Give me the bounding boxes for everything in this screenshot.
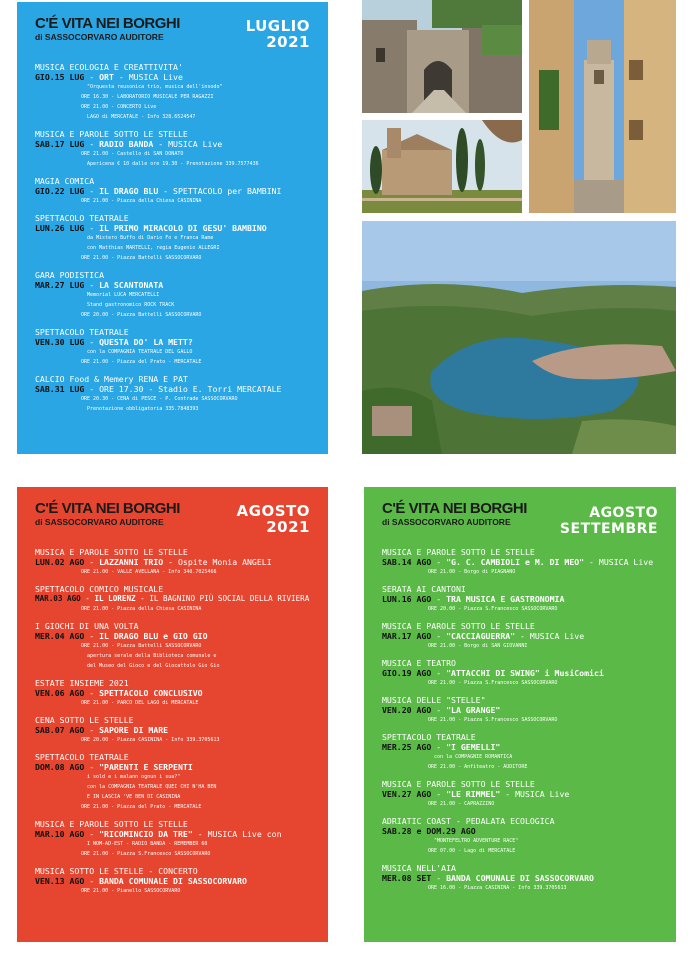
event-headline: GIO.19 AGO - "ATTACCHI DI SWING" i MusiComici — [382, 668, 604, 678]
month-year: 2021 — [266, 33, 310, 51]
event-headline: MER.25 AGO - "I GEMELLI" — [382, 742, 501, 752]
event-headline: VEN.20 AGO - "LA GRANGE" — [382, 705, 501, 715]
event-detail-line: con la COMPAGNIE ROMANTICA — [434, 754, 513, 760]
event-date: MAR.10 AGO — [35, 829, 85, 839]
event-detail-line: ORE 16.30 - LABORATORIO MUSICALE PER RAGAZZI — [81, 94, 214, 100]
event-category: MAGIA COMICA — [35, 176, 95, 186]
july-panel — [17, 2, 328, 454]
event-title: IL DRAGO BLU — [99, 186, 159, 196]
event-detail-line: ORE 21.00 - Piazza della Chiesa CASININA — [81, 606, 202, 612]
brand-title: C'É VITA NEI BORGHI — [382, 500, 527, 517]
event-detail-line: ORE 21.00 - Piazza del Prato - MERCATALE — [81, 359, 202, 365]
month-heading — [246, 18, 310, 50]
event-title: SPETTACOLO CONCLUSIVO — [99, 688, 203, 698]
event-detail-line: ORE 21.00 - Borgo di SAN GIOVANNI — [428, 643, 528, 649]
event-category: MUSICA E PAROLE SOTTO LE STELLE — [382, 547, 535, 557]
event-category: MUSICA E PAROLE SOTTO LE STELLE — [35, 819, 188, 829]
event-extra: IL BAGNINO PIÙ SOCIAL DELLA RIVIERA — [149, 594, 310, 603]
event-headline: MER.04 AGO - IL DRAGO BLU e GIO GIO — [35, 631, 208, 641]
event-item — [35, 678, 310, 708]
event-extra: MUSICA Live — [598, 557, 654, 567]
event-headline: LUN.02 AGO - LAZZANNI TRIO - Ospite Monia ANGELI — [35, 557, 272, 567]
event-detail-line: ORE 21.00 - Anfiteatro - AUDITORE — [428, 764, 528, 770]
event-date: VEN.27 AGO — [382, 789, 432, 799]
event-headline: VEN.06 AGO - SPETTACOLO CONCLUSIVO — [35, 688, 203, 698]
event-detail-line: LAGO di MERCATALE - Info 328.6524547 — [87, 114, 196, 120]
event-category: MUSICA E PAROLE SOTTO LE STELLE — [382, 621, 535, 631]
event-extra: MUSICA Live — [128, 72, 183, 82]
event-category: MUSICA DELLE "STELLE" — [382, 695, 486, 705]
event-extra: MUSICA Live — [515, 789, 570, 799]
event-detail-line: ORE 20.00 - Piazza S.Francesco SASSOCORVARO — [428, 606, 558, 612]
brand-subtitle: di SASSOCORVARO AUDITORE — [35, 517, 164, 527]
event-date: DOM.08 AGO — [35, 762, 85, 772]
event-headline: DOM.08 AGO - "PARENTI E SERPENTI — [35, 762, 193, 772]
event-detail-line: Apericena € 10 dalle ore 19.30 - Prenotazione 339.7577436 — [87, 161, 259, 167]
brand-logo — [35, 501, 180, 527]
event-category: ESTATE INSIEME 2021 — [35, 678, 129, 688]
month-year: 2021 — [266, 518, 310, 536]
event-list — [35, 62, 310, 414]
event-detail-line: del Museo del Gioco e del Giocattolo Gio Gio — [87, 663, 220, 669]
panel-header — [382, 497, 658, 541]
event-detail-line: ORE 21.00 - Pianello SASSOCORVARO — [81, 888, 181, 894]
panel-header — [35, 497, 310, 541]
event-headline: LUN.26 LUG - IL PRIMO MIRACOLO DI GESU' BAMBINO — [35, 223, 267, 233]
brand-subtitle: di SASSOCORVARO AUDITORE — [35, 32, 164, 42]
event-detail-line: ORE 21.00 - Piazza del Prato - MERCATALE — [81, 804, 202, 810]
event-title: IL LORENZ — [94, 594, 136, 603]
event-title: BANDA COMUNALE DI SASSOCORVARO — [446, 873, 594, 883]
event-headline: MAR.03 AGO - IL LORENZ - IL BAGNINO PIÙ SOCIAL DELLA RIVIERA — [35, 594, 310, 603]
event-date: VEN.20 AGO — [382, 705, 432, 715]
event-detail-line: con Matthias MARTELLI, regia Eugenio ALLEGRI — [87, 245, 220, 251]
month-year: SETTEMBRE — [559, 521, 658, 537]
event-detail-line: da Mistero Buffo di Dario Fo e Franca Rame — [87, 235, 214, 241]
event-headline — [382, 826, 658, 836]
event-category: SPETTACOLO COMICO MUSICALE — [35, 584, 164, 594]
event-date: VEN.13 AGO — [35, 876, 85, 886]
event-date: SAB.17 LUG — [35, 139, 85, 149]
event-item — [35, 715, 310, 745]
event-category: MUSICA E PAROLE SOTTO LE STELLE — [382, 779, 535, 789]
event-list — [35, 547, 310, 896]
event-list — [382, 547, 658, 893]
event-category: SPETTACOLO TEATRALE — [35, 327, 129, 337]
event-headline: VEN.13 AGO - BANDA COMUNALE DI SASSOCORVARO — [35, 876, 247, 886]
lake-landscape-photo — [362, 221, 676, 454]
event-item — [35, 327, 310, 367]
event-detail-line: ORE 21.00 - Piazza S.Francesco SASSOCORVARO — [428, 680, 558, 686]
event-category: I GIOCHI DI UNA VOLTA — [35, 621, 139, 631]
event-item — [35, 129, 310, 169]
event-headline: SAB.17 LUG - RADIO BANDA - MUSICA Live — [35, 139, 223, 149]
event-category: ADRIATIC COAST - PEDALATA ECOLOGICA — [382, 816, 555, 826]
event-item — [35, 584, 310, 614]
event-title: "PARENTI E SERPENTI — [99, 762, 193, 772]
event-title: "G. C. CAMBIOLI e M. DI MEO" — [446, 557, 585, 567]
event-detail-line: ORE 21.00 - Piazza Battelli SASSOCORVARO — [81, 643, 202, 649]
event-headline: LUN.16 AGO - TRA MUSICA E GASTRONOMIA — [382, 594, 565, 604]
event-detail-line: "Orquesta reusonica trio, musica dell'insodo" — [87, 84, 223, 90]
event-detail-line: Memorial LUCA MERCATELLI — [87, 292, 160, 298]
event-detail-line: ORE 16.00 - Piazza CASININA - Info 339.3705613 — [428, 885, 567, 891]
event-extra: MUSICA Live con — [207, 829, 282, 839]
event-item — [35, 213, 310, 263]
event-title: BANDA COMUNALE DI SASSOCORVARO — [99, 876, 247, 886]
church-with-cypress-photo — [362, 120, 522, 213]
event-category: MUSICA E PAROLE SOTTO LE STELLE — [35, 547, 188, 557]
event-extra: Ospite Monia ANGELI — [177, 557, 272, 567]
event-detail-line: con la COMPAGNIA TEATRALE QUEI CHI N'HA BEN — [87, 784, 217, 790]
event-title: "ATTACCHI DI SWING" i MusiComici — [446, 668, 604, 678]
event-date: MAR.27 LUG — [35, 280, 85, 290]
event-item — [35, 176, 310, 206]
event-detail-line: I NOM-AD-EST - RADIO BANDA - REMEMBER 60 — [87, 841, 208, 847]
event-title: "LA GRANGE" — [446, 705, 501, 715]
event-detail-line: ORE 20.00 - Piazza CASININA - Info 339.3705613 — [81, 737, 220, 743]
event-detail-line: ORE 21.00 - Piazza della Chiesa CASININA — [81, 198, 202, 204]
event-item — [35, 270, 310, 320]
event-category: SPETTACOLO TEATRALE — [35, 213, 129, 223]
event-detail-line: ORE 21.00 - CAPRAZZINO — [428, 801, 495, 807]
event-headline: SAB.07 AGO - SAPORE DI MARE — [35, 725, 169, 735]
event-date: SAB.31 LUG — [35, 384, 85, 394]
event-detail-line: ORE 21.00 - Castello di SAN DONATO — [81, 151, 184, 157]
month-heading — [560, 505, 658, 537]
event-title: QUESTA DO' LA METT? — [99, 337, 193, 347]
event-item — [35, 819, 310, 859]
event-item — [382, 658, 658, 688]
event-date: GIO.15 LUG — [35, 72, 85, 82]
event-date: MER.08 SET — [382, 873, 432, 883]
event-item — [382, 695, 658, 725]
brand-title: C'É VITA NEI BORGHI — [35, 15, 180, 32]
event-headline: VEN.30 LUG - QUESTA DO' LA METT? — [35, 337, 193, 347]
event-title: RADIO BANDA — [99, 139, 154, 149]
event-headline: VEN.27 AGO - "LE RIMMEL" - MUSICA Live — [382, 789, 570, 799]
event-item — [382, 816, 658, 856]
event-item — [382, 779, 658, 809]
event-headline: MAR.27 LUG - LA SCANTONATA — [35, 280, 164, 290]
month-heading — [237, 503, 310, 535]
event-detail-line: ORE 21.00 - Piazza S.Francesco SASSOCORVARO — [428, 717, 558, 723]
event-category: CENA SOTTO LE STELLE — [35, 715, 134, 725]
event-category: CALCIO Food & Memery RENA E PAT — [35, 374, 188, 384]
event-detail-line: ORE 21.00 - PARCO DEL LAGO di MERCATALE — [81, 700, 199, 706]
event-title: ORT — [99, 72, 114, 82]
event-category: SPETTACOLO TEATRALE — [35, 752, 129, 762]
event-detail-line: ORE 21.00 - Borgo di PIAGNANO — [428, 569, 516, 575]
event-date: VEN.06 AGO — [35, 688, 85, 698]
event-detail-line: Stand gastronomico ROCK TRACK — [87, 302, 175, 308]
event-date: MAR.17 AGO — [382, 631, 432, 641]
event-headline: MAR.17 AGO - "CACCIAGUERRA" - MUSICA Live — [382, 631, 585, 641]
event-detail-line: ORE 21.00 - Piazza S.Francesco SASSOCORVARO — [81, 851, 211, 857]
brand-logo — [382, 501, 527, 527]
event-category: MUSICA SOTTO LE STELLE - CONCERTO — [35, 866, 198, 876]
month-name: LUGLIO — [245, 17, 310, 35]
brand-logo — [35, 16, 180, 42]
panel-header — [35, 12, 310, 56]
event-item — [382, 547, 658, 577]
event-title: SAPORE DI MARE — [99, 725, 169, 735]
event-detail-line: ORE 07.00 - Lago di MERCATALE — [428, 848, 516, 854]
event-date: LUN.16 AGO — [382, 594, 432, 604]
august-september-panel — [364, 487, 676, 942]
event-headline: GIO.22 LUG - IL DRAGO BLU - SPETTACOLO per BAMBINI — [35, 186, 282, 196]
event-headline: MAR.10 AGO - "RICOMINCIO DA TRE" - MUSICA Live con — [35, 829, 282, 839]
event-item — [382, 621, 658, 651]
event-title: LA SCANTONATA — [99, 280, 164, 290]
event-date: MER.25 AGO — [382, 742, 432, 752]
event-detail-line: ORE 20.00 - Piazza Battelli SASSOCORVARO — [81, 312, 202, 318]
event-category: MUSICA E PAROLE SOTTO LE STELLE — [35, 129, 188, 139]
event-category: SERATA AI CANTONI — [382, 584, 466, 594]
event-headline: GIO.15 LUG - ORT - MUSICA Live — [35, 72, 183, 82]
event-headline: MER.08 SET - BANDA COMUNALE DI SASSOCORVARO — [382, 873, 594, 883]
event-item — [35, 621, 310, 671]
event-detail-line: ORE 21.00 - CONCERTO Live — [81, 104, 157, 110]
event-category: MUSICA NELL'AIA — [382, 863, 456, 873]
event-date: SAB.28 e DOM.29 AGO — [382, 826, 476, 836]
event-detail-line: ORE 20.30 - CENA di PESCE - P. Contrade SASSOCORVARO — [81, 396, 238, 402]
month-name: AGOSTO — [589, 505, 658, 521]
event-headline: SAB.14 AGO - "G. C. CAMBIOLI e M. DI MEO" - MUSICA Live — [382, 557, 654, 567]
event-detail-line: E IN LASCIA 'VE BEN DI CASININA — [87, 794, 181, 800]
event-date: GIO.22 LUG — [35, 186, 85, 196]
event-title: "CACCIAGUERRA" — [446, 631, 516, 641]
event-item — [35, 866, 310, 896]
stone-archway-photo — [362, 0, 522, 113]
event-date: LUN.02 AGO — [35, 557, 85, 567]
event-detail-line: con la COMPAGNIA TEATRALE DEL GALLO — [87, 349, 193, 355]
event-date: MAR.03 AGO — [35, 594, 81, 603]
brand-subtitle: di SASSOCORVARO AUDITORE — [382, 517, 511, 527]
brand-title: C'É VITA NEI BORGHI — [35, 500, 180, 517]
event-date: LUN.26 LUG — [35, 223, 85, 233]
village-street-tower-photo — [529, 0, 676, 213]
event-title: IL PRIMO MIRACOLO DI GESU' BAMBINO — [99, 223, 267, 233]
event-title: "LE RIMMEL" — [446, 789, 501, 799]
event-item — [382, 584, 658, 614]
month-name: AGOSTO — [236, 502, 310, 520]
event-title: "I GEMELLI" — [446, 742, 501, 752]
event-date: VEN.30 LUG — [35, 337, 85, 347]
event-date: MER.04 AGO — [35, 631, 85, 641]
event-extra: SPETTACOLO per BAMBINI — [173, 186, 282, 196]
event-extra: MUSICA Live — [529, 631, 585, 641]
event-detail-line: i sold e i malann ognun i sua?" — [87, 774, 181, 780]
event-category: SPETTACOLO TEATRALE — [382, 732, 476, 742]
august-panel — [17, 487, 328, 942]
event-detail-line: ORE 21.00 - Piazza Battelli SASSOCORVARO — [81, 255, 202, 261]
event-detail-line: Prenotazione obbligatoria 335.7848393 — [87, 406, 199, 412]
event-title: IL DRAGO BLU e GIO GIO — [99, 631, 208, 641]
event-detail-line: "MONTEFELTRO ADVENTURE RACE" — [434, 838, 519, 844]
event-date: GIO.19 AGO — [382, 668, 432, 678]
event-title: TRA MUSICA E GASTRONOMIA — [446, 594, 565, 604]
event-category: MUSICA E TEATRO — [382, 658, 456, 668]
event-extra: MUSICA Live — [168, 139, 223, 149]
event-item — [35, 752, 310, 812]
event-date: SAB.07 AGO — [35, 725, 85, 735]
event-date: SAB.14 AGO — [382, 557, 432, 567]
event-item — [382, 732, 658, 772]
event-title: LAZZANNI TRIO — [99, 557, 164, 567]
event-category: MUSICA ECOLOGIA E CREATTIVITA' — [35, 62, 183, 72]
event-title: "RICOMINCIO DA TRE" — [99, 829, 193, 839]
event-category: GARA PODISTICA — [35, 270, 105, 280]
event-extra: ORE 17.30 - Stadio E. Torri MERCATALE — [99, 384, 282, 394]
event-detail-line: ORE 21.00 - VALLE AVELLANA - Info 340.7025466 — [81, 569, 217, 575]
event-headline: SAB.31 LUG - ORE 17.30 - Stadio E. Torri MERCATALE — [35, 384, 282, 394]
event-item — [35, 374, 310, 414]
event-item — [35, 62, 310, 122]
event-item — [382, 863, 658, 893]
event-detail-line: apertura serale della Biblioteca comunale e — [87, 653, 217, 659]
event-item — [35, 547, 310, 577]
